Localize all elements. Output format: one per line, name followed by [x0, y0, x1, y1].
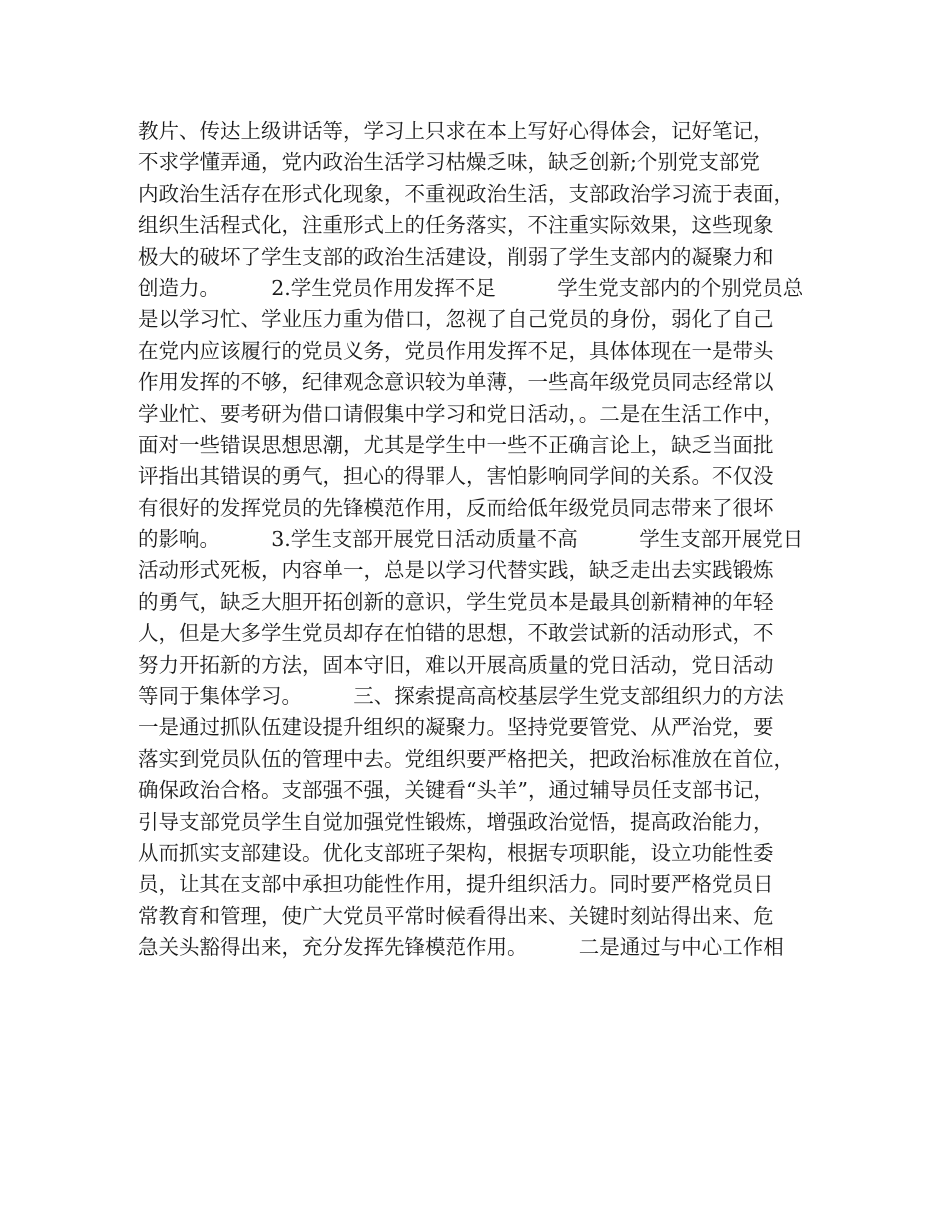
text-line: 落实到党员队伍的管理中去。党组织要严格把关，把政治标准放在首位， — [138, 746, 794, 771]
text-line: 组织生活程式化，注重形式上的任务落实，不注重实际效果，这些现象 — [138, 213, 774, 238]
text-line: 是以学习忙、学业压力重为借口，忽视了自己党员的身份，弱化了自己 — [138, 307, 774, 332]
text-line: 的影响。 3.学生支部开展党日活动质量不高 学生支部开展党日 — [138, 527, 804, 552]
text-line: 活动形式死板，内容单一，总是以学习代替实践，缺乏走出去实践锻炼 — [138, 558, 774, 583]
text-line: 在党内应该履行的党员义务，党员作用发挥不足，具体体现在一是带头 — [138, 338, 774, 363]
text-line: 一是通过抓队伍建设提升组织的凝聚力。坚持党要管党、从严治党，要 — [138, 715, 774, 740]
text-line: 不求学懂弄通，党内政治生活学习枯燥乏味，缺乏创新;个别党支部党 — [138, 150, 760, 175]
text-line: 常教育和管理，使广大党员平常时候看得出来、关键时刻站得出来、危 — [138, 903, 774, 928]
text-line: 员，让其在支部中承担功能性作用，提升组织活力。同时要严格党员日 — [138, 872, 774, 897]
text-line: 极大的破坏了学生支部的政治生活建设，削弱了学生支部内的凝聚力和 — [138, 244, 774, 269]
text-line: 人，但是大多学生党员却存在怕错的思想，不敢尝试新的活动形式，不 — [138, 621, 774, 646]
text-line: 努力开拓新的方法，固本守旧，难以开展高质量的党日活动，党日活动 — [138, 652, 774, 677]
text-line: 作用发挥的不够，纪律观念意识较为单薄，一些高年级党员同志经常以 — [138, 370, 774, 395]
text-line: 引导支部党员学生自觉加强党性锻炼，增强政治觉悟，提高政治能力， — [138, 809, 774, 834]
text-line: 内政治生活存在形式化现象，不重视政治生活，支部政治学习流于表面， — [138, 181, 794, 206]
text-line: 急关头豁得出来，充分发挥先锋模范作用。 二是通过与中心工作相 — [138, 935, 784, 960]
text-line: 有很好的发挥党员的先锋模范作用，反而给低年级党员同志带来了很坏 — [138, 495, 774, 520]
body-text — [138, 116, 838, 964]
text-line: 教片、传达上级讲话等，学习上只求在本上写好心得体会，记好笔记， — [138, 119, 774, 143]
text-line: 学业忙、要考研为借口请假集中学习和党日活动，。二是在生活工作中， — [138, 401, 784, 426]
text-line: 面对一些错误思想思潮，尤其是学生中一些不正确言论上，缺乏当面批 — [138, 432, 774, 457]
text-line: 创造力。 2.学生党员作用发挥不足 学生党支部内的个别党员总 — [138, 275, 804, 300]
text-line: 评指出其错误的勇气，担心的得罪人，害怕影响同学间的关系。不仅没 — [138, 464, 774, 489]
text-line: 确保政治合格。支部强不强，关键看“头羊”，通过辅导员任支部书记， — [138, 778, 774, 803]
text-line: 的勇气，缺乏大胆开拓创新的意识，学生党员本是最具创新精神的年轻 — [138, 589, 774, 614]
text-line: 从而抓实支部建设。优化支部班子架构，根据专项职能，设立功能性委 — [138, 840, 774, 865]
text-line: 等同于集体学习。 三、探索提高高校基层学生党支部组织力的方法 — [138, 684, 784, 709]
